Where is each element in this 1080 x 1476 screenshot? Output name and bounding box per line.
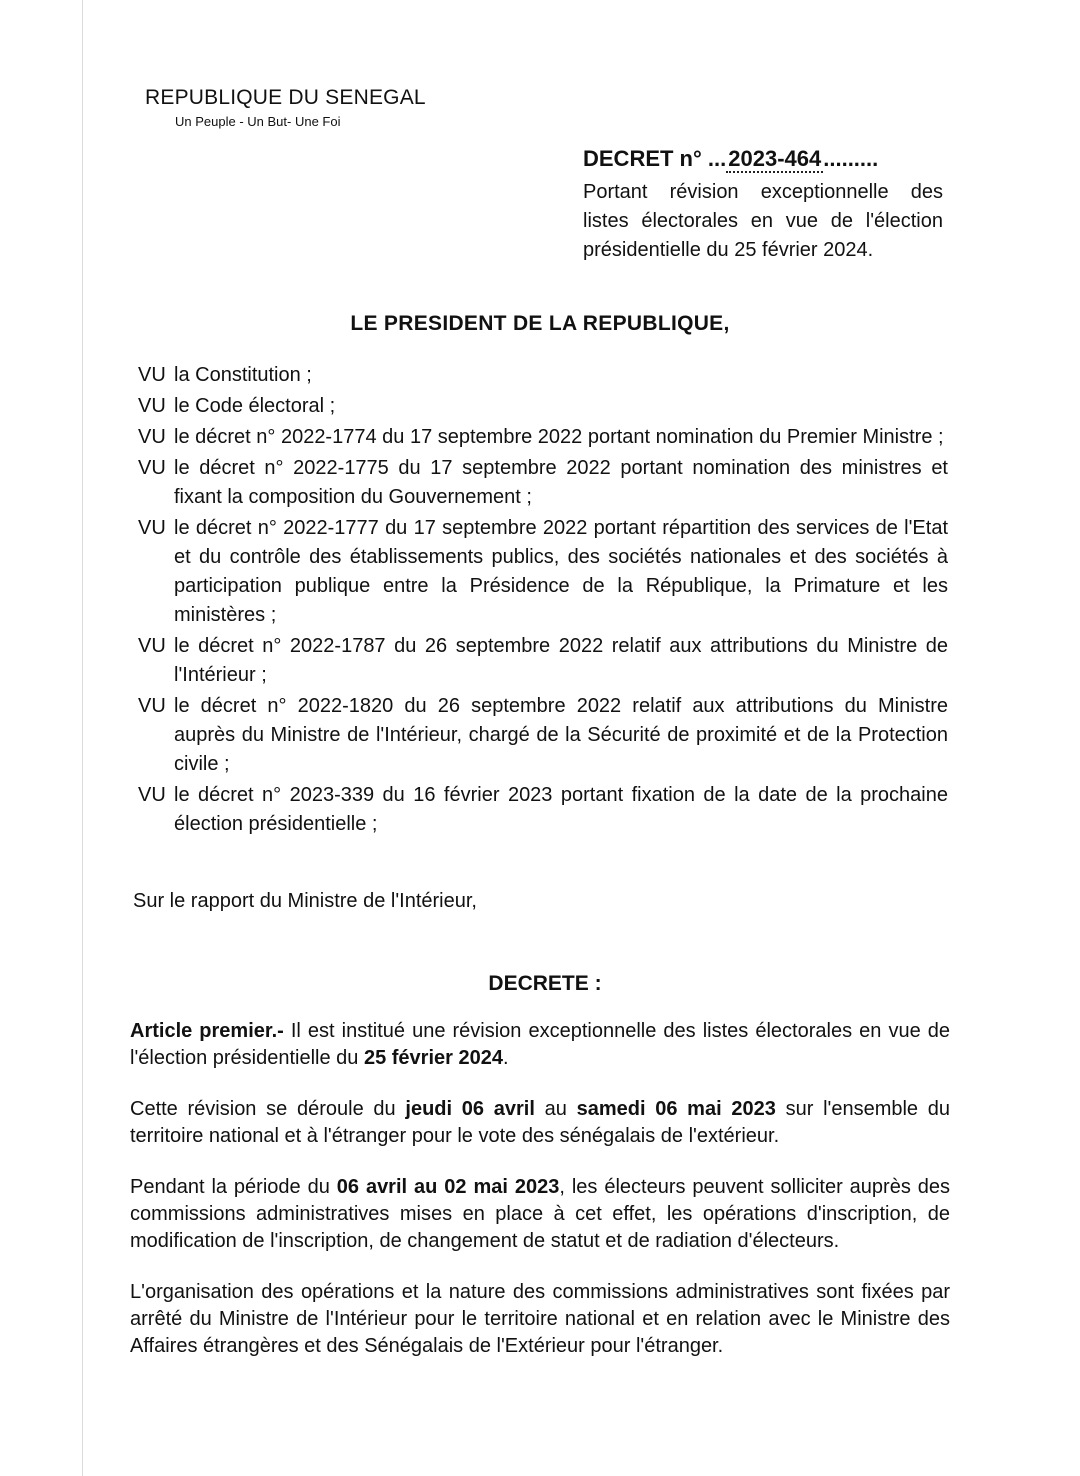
header xyxy=(145,86,426,129)
visa-item xyxy=(138,692,948,779)
para-text: , les électeurs peuvent solliciter auprès des commissions administratives mises en place à cet effet, les opérations d'inscription, de modification de l'inscription, de changement de statut et de radiation d'électeurs. xyxy=(130,1176,950,1252)
visa-text: le Code électoral ; xyxy=(174,395,336,417)
para-text: sur l'ensemble du territoire national et à l'étranger pour le vote des sénégalais de l'extérieur. xyxy=(130,1098,951,1147)
page-fold-line xyxy=(82,0,83,1476)
decree-dots-before: ... xyxy=(707,146,727,171)
visa-label: VU xyxy=(138,395,166,417)
president-heading: LE PRESIDENT DE LA REPUBLIQUE, xyxy=(350,312,730,335)
visa-item xyxy=(138,392,948,421)
visa-text: le décret n° 2022-1774 du 17 septembre 2022 portant nomination du Premier Ministre ; xyxy=(174,426,944,448)
election-date: 25 février 2024 xyxy=(363,1047,503,1069)
decree-subject: Portant révision exceptionnelle des listes électorales en vue de l'élection présidentielle du 25 février 2024. xyxy=(583,181,943,261)
national-motto: Un Peuple - Un But- Une Foi xyxy=(175,114,341,129)
visa-item xyxy=(138,361,948,390)
visa-item xyxy=(138,632,948,690)
operations-period: 06 avril au 02 mai 2023 xyxy=(336,1176,560,1198)
organisation-paragraph: L'organisation des opérations et la nature des commissions administratives sont fixées par arrêté du Ministre de l'Intérieur pour le territoire national et en relation avec le Ministre des Affaires étrangères et des Sénégalais de l'Extérieur pour l'étranger. xyxy=(130,1281,950,1357)
visa-text: le décret n° 2022-1820 du 26 septembre 2022 relatif aux attributions du Ministre auprès du Ministre de l'Intérieur, chargé de la Sécurité de proximité et de la Protection civile ; xyxy=(174,695,948,775)
visa-text: la Constitution ; xyxy=(174,364,312,386)
visa-text: le décret n° 2022-1777 du 17 septembre 2022 portant répartition des services de l'Etat et du contrôle des établissements publics, des sociétés nationales et des sociétés à participation publique entre la Présidence de la République, la Primature et les ministères ; xyxy=(174,517,948,626)
operations-paragraph xyxy=(130,1174,950,1255)
visa-list xyxy=(138,361,948,841)
visa-label: VU xyxy=(138,695,166,717)
visa-item xyxy=(138,514,948,630)
decrete-heading: DECRETE : xyxy=(488,972,602,995)
article-text: Il est institué une révision exceptionnelle des listes électorales en vue de l'élection présidentielle du xyxy=(130,1020,950,1069)
visa-item xyxy=(138,423,948,452)
visa-item xyxy=(138,454,948,512)
republic-name: REPUBLIQUE DU SENEGAL xyxy=(145,86,426,109)
start-date: jeudi 06 avril xyxy=(405,1098,535,1120)
visa-label: VU xyxy=(138,635,166,657)
para-text: Cette révision se déroule du xyxy=(130,1098,406,1120)
rapport-line: Sur le rapport du Ministre de l'Intérieur, xyxy=(133,890,477,912)
visa-text: le décret n° 2023-339 du 16 février 2023 portant fixation de la date de la prochaine élection présidentielle ; xyxy=(174,784,948,835)
visa-label: VU xyxy=(138,784,166,806)
visa-label: VU xyxy=(138,457,166,479)
visa-text: le décret n° 2022-1787 du 26 septembre 2022 relatif aux attributions du Ministre de l'Intérieur ; xyxy=(174,635,948,686)
para-text: Pendant la période du xyxy=(130,1176,337,1198)
article-title: Article premier.- xyxy=(130,1020,284,1042)
visa-label: VU xyxy=(138,426,166,448)
end-date: samedi 06 mai 2023 xyxy=(576,1098,776,1120)
decree-block xyxy=(583,146,943,265)
decree-dots-after: ......... xyxy=(823,146,879,171)
visa-text: le décret n° 2022-1775 du 17 septembre 2022 portant nomination des ministres et fixant la composition du Gouvernement ; xyxy=(174,457,948,508)
decree-label: DECRET n° xyxy=(583,146,708,171)
revision-period-paragraph xyxy=(130,1096,950,1150)
article-end: . xyxy=(502,1047,509,1069)
decree-body xyxy=(130,1018,950,1384)
visa-label: VU xyxy=(138,364,166,386)
para-text: au xyxy=(534,1098,577,1120)
article-premier xyxy=(130,1018,950,1072)
visa-label: VU xyxy=(138,517,166,539)
decree-title xyxy=(583,146,943,172)
visa-item xyxy=(138,781,948,839)
decree-number: 2023-464 xyxy=(728,146,822,171)
